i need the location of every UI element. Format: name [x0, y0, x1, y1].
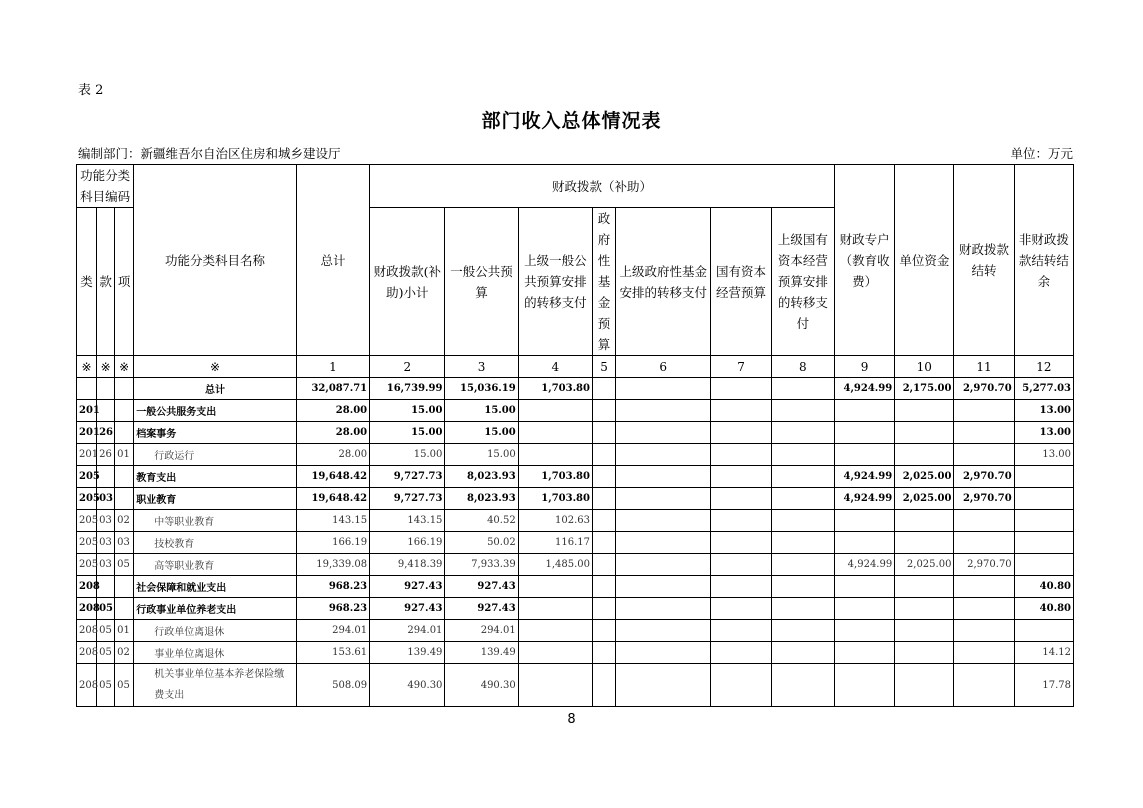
total-cell: 32,087.71	[296, 378, 369, 400]
upper-fund-transfer-cell	[616, 554, 711, 576]
upper-fund-transfer-cell	[616, 664, 711, 707]
gov-fund-cell	[592, 488, 615, 510]
upper-general-transfer-cell: 1,703.80	[518, 378, 592, 400]
header-code-group: 功能分类科目编码	[77, 165, 134, 208]
item-name-cell: 技校教育	[134, 532, 297, 554]
seq-cell: ※	[97, 356, 115, 378]
fiscal-carryover-cell: 2,970.70	[954, 488, 1014, 510]
state-capital-cell	[711, 532, 771, 554]
nonfiscal-carryover-cell	[1014, 554, 1073, 576]
upper-capital-transfer-cell	[771, 598, 834, 620]
upper-general-transfer-cell	[518, 620, 592, 642]
state-capital-cell	[711, 576, 771, 598]
table-row	[77, 466, 1074, 488]
gov-fund-cell	[592, 576, 615, 598]
upper-capital-transfer-cell	[771, 378, 834, 400]
header-c12: 非财政拨款结转结余	[1014, 165, 1073, 356]
code-lei-cell: 201	[77, 422, 97, 444]
table-row	[77, 422, 1074, 444]
state-capital-cell	[711, 664, 771, 707]
upper-capital-transfer-cell	[771, 488, 834, 510]
fiscal-carryover-cell: 2,970.70	[954, 554, 1014, 576]
seq-cell: 7	[711, 356, 771, 378]
code-xiang-cell	[115, 488, 134, 510]
general-budget-cell: 927.43	[445, 598, 518, 620]
nonfiscal-carryover-cell: 13.00	[1014, 444, 1073, 466]
upper-fund-transfer-cell	[616, 510, 711, 532]
upper-general-transfer-cell	[518, 642, 592, 664]
fiscal-carryover-cell	[954, 598, 1014, 620]
upper-capital-transfer-cell	[771, 642, 834, 664]
edu-fee-account-cell: 4,924.99	[834, 378, 894, 400]
state-capital-cell	[711, 488, 771, 510]
unit-fund-cell	[895, 444, 954, 466]
upper-fund-transfer-cell	[616, 576, 711, 598]
fiscal-subtotal-cell: 15.00	[370, 422, 445, 444]
code-lei-cell: 201	[77, 400, 97, 422]
code-kuan-cell: 26	[97, 444, 115, 466]
code-lei-cell: 208	[77, 642, 97, 664]
upper-general-transfer-cell	[518, 576, 592, 598]
upper-fund-transfer-cell	[616, 378, 711, 400]
gov-fund-cell	[592, 532, 615, 554]
code-kuan-cell: 05	[97, 664, 115, 707]
upper-capital-transfer-cell	[771, 400, 834, 422]
code-kuan-cell: 05	[97, 642, 115, 664]
general-budget-cell: 50.02	[445, 532, 518, 554]
code-lei-cell: 208	[77, 598, 97, 620]
upper-capital-transfer-cell	[771, 510, 834, 532]
table-row	[77, 576, 1074, 598]
code-xiang-cell	[115, 422, 134, 444]
code-xiang-cell: 02	[115, 510, 134, 532]
item-name-cell: 一般公共服务支出	[134, 400, 297, 422]
total-cell: 143.15	[296, 510, 369, 532]
code-xiang-cell: 01	[115, 620, 134, 642]
header-c7: 国有资本经营预算	[711, 208, 771, 356]
header-lei: 类	[77, 208, 97, 356]
code-xiang-cell: 05	[115, 664, 134, 707]
table-row	[77, 488, 1074, 510]
state-capital-cell	[711, 554, 771, 576]
seq-cell: 10	[895, 356, 954, 378]
item-name-cell: 教育支出	[134, 466, 297, 488]
seq-cell: 11	[954, 356, 1014, 378]
total-cell: 508.09	[296, 664, 369, 707]
item-name-cell: 总计	[134, 378, 297, 400]
general-budget-cell: 15,036.19	[445, 378, 518, 400]
code-lei-cell: 205	[77, 488, 97, 510]
state-capital-cell	[711, 598, 771, 620]
upper-capital-transfer-cell	[771, 444, 834, 466]
header-name: 功能分类科目名称	[134, 165, 297, 356]
code-lei-cell: 205	[77, 466, 97, 488]
header-fiscal-group: 财政拨款（补助）	[370, 165, 835, 208]
code-kuan-cell	[97, 378, 115, 400]
general-budget-cell: 15.00	[445, 422, 518, 444]
item-name-cell: 行政事业单位养老支出	[134, 598, 297, 620]
seq-cell: 6	[616, 356, 711, 378]
gov-fund-cell	[592, 444, 615, 466]
nonfiscal-carryover-cell	[1014, 488, 1073, 510]
nonfiscal-carryover-cell: 40.80	[1014, 598, 1073, 620]
upper-capital-transfer-cell	[771, 576, 834, 598]
code-kuan-cell: 05	[97, 598, 115, 620]
code-kuan-cell: 05	[97, 620, 115, 642]
general-budget-cell: 490.30	[445, 664, 518, 707]
general-budget-cell: 139.49	[445, 642, 518, 664]
table-number: 表 2	[78, 83, 104, 98]
edu-fee-account-cell	[834, 422, 894, 444]
item-name-cell: 高等职业教育	[134, 554, 297, 576]
page-title: 部门收入总体情况表	[481, 110, 662, 132]
code-xiang-cell: 03	[115, 532, 134, 554]
code-lei-cell: 205	[77, 510, 97, 532]
fiscal-subtotal-cell: 139.49	[370, 642, 445, 664]
gov-fund-cell	[592, 466, 615, 488]
fiscal-subtotal-cell: 927.43	[370, 598, 445, 620]
header-c2: 财政拨款(补助)小计	[370, 208, 445, 356]
upper-capital-transfer-cell	[771, 554, 834, 576]
gov-fund-cell	[592, 642, 615, 664]
edu-fee-account-cell	[834, 598, 894, 620]
table-row	[77, 598, 1074, 620]
fiscal-subtotal-cell: 16,739.99	[370, 378, 445, 400]
header-xiang: 项	[115, 208, 134, 356]
general-budget-cell: 15.00	[445, 400, 518, 422]
upper-fund-transfer-cell	[616, 642, 711, 664]
unit-fund-cell	[895, 532, 954, 554]
total-cell: 968.23	[296, 576, 369, 598]
header-c5: 政府性基金预算	[592, 208, 615, 356]
upper-general-transfer-cell	[518, 400, 592, 422]
income-table	[76, 164, 1074, 707]
upper-general-transfer-cell: 116.17	[518, 532, 592, 554]
upper-general-transfer-cell: 102.63	[518, 510, 592, 532]
seq-cell: 12	[1014, 356, 1073, 378]
fiscal-carryover-cell	[954, 532, 1014, 554]
upper-capital-transfer-cell	[771, 620, 834, 642]
department-label: 编制部门：新疆维吾尔自治区住房和城乡建设厅	[78, 146, 341, 161]
upper-general-transfer-cell: 1,485.00	[518, 554, 592, 576]
upper-fund-transfer-cell	[616, 532, 711, 554]
total-cell: 19,648.42	[296, 466, 369, 488]
code-xiang-cell	[115, 400, 134, 422]
upper-capital-transfer-cell	[771, 466, 834, 488]
nonfiscal-carryover-cell: 17.78	[1014, 664, 1073, 707]
state-capital-cell	[711, 510, 771, 532]
code-kuan-cell: 03	[97, 488, 115, 510]
upper-general-transfer-cell: 1,703.80	[518, 488, 592, 510]
fiscal-carryover-cell	[954, 422, 1014, 444]
fiscal-carryover-cell: 2,970.70	[954, 466, 1014, 488]
edu-fee-account-cell	[834, 620, 894, 642]
fiscal-subtotal-cell: 143.15	[370, 510, 445, 532]
state-capital-cell	[711, 444, 771, 466]
edu-fee-account-cell: 4,924.99	[834, 488, 894, 510]
code-xiang-cell	[115, 598, 134, 620]
gov-fund-cell	[592, 400, 615, 422]
state-capital-cell	[711, 620, 771, 642]
code-lei-cell: 208	[77, 664, 97, 707]
total-cell: 28.00	[296, 400, 369, 422]
edu-fee-account-cell	[834, 400, 894, 422]
table-row	[77, 642, 1074, 664]
nonfiscal-carryover-cell	[1014, 620, 1073, 642]
unit-fund-cell	[895, 510, 954, 532]
upper-general-transfer-cell	[518, 422, 592, 444]
unit-fund-cell	[895, 400, 954, 422]
state-capital-cell	[711, 400, 771, 422]
fiscal-carryover-cell	[954, 576, 1014, 598]
seq-cell: ※	[115, 356, 134, 378]
upper-fund-transfer-cell	[616, 444, 711, 466]
gov-fund-cell	[592, 422, 615, 444]
seq-cell: 9	[834, 356, 894, 378]
code-lei-cell: 205	[77, 532, 97, 554]
unit-label: 单位：万元	[1010, 146, 1073, 161]
general-budget-cell: 927.43	[445, 576, 518, 598]
item-name-cell: 事业单位离退休	[134, 642, 297, 664]
table-row	[77, 444, 1074, 466]
table-row	[77, 664, 1074, 707]
upper-general-transfer-cell	[518, 444, 592, 466]
gov-fund-cell	[592, 664, 615, 707]
code-lei-cell: 208	[77, 576, 97, 598]
table-row	[77, 532, 1074, 554]
unit-fund-cell	[895, 620, 954, 642]
code-lei-cell: 208	[77, 620, 97, 642]
general-budget-cell: 40.52	[445, 510, 518, 532]
unit-fund-cell: 2,175.00	[895, 378, 954, 400]
seq-cell: 2	[370, 356, 445, 378]
nonfiscal-carryover-cell	[1014, 532, 1073, 554]
unit-fund-cell	[895, 576, 954, 598]
unit-fund-cell	[895, 664, 954, 707]
header-c3: 一般公共预算	[445, 208, 518, 356]
item-name-cell: 社会保障和就业支出	[134, 576, 297, 598]
general-budget-cell: 8,023.93	[445, 488, 518, 510]
general-budget-cell: 15.00	[445, 444, 518, 466]
seq-cell: 8	[771, 356, 834, 378]
header-c6: 上级政府性基金安排的转移支付	[616, 208, 711, 356]
table-row	[77, 378, 1074, 400]
edu-fee-account-cell: 4,924.99	[834, 554, 894, 576]
fiscal-carryover-cell	[954, 400, 1014, 422]
fiscal-subtotal-cell: 15.00	[370, 444, 445, 466]
gov-fund-cell	[592, 598, 615, 620]
total-cell: 28.00	[296, 444, 369, 466]
upper-fund-transfer-cell	[616, 422, 711, 444]
fiscal-subtotal-cell: 9,727.73	[370, 488, 445, 510]
fiscal-subtotal-cell: 9,418.39	[370, 554, 445, 576]
general-budget-cell: 7,933.39	[445, 554, 518, 576]
upper-fund-transfer-cell	[616, 400, 711, 422]
total-cell: 968.23	[296, 598, 369, 620]
fiscal-carryover-cell	[954, 664, 1014, 707]
edu-fee-account-cell	[834, 664, 894, 707]
general-budget-cell: 8,023.93	[445, 466, 518, 488]
fiscal-subtotal-cell: 927.43	[370, 576, 445, 598]
fiscal-subtotal-cell: 15.00	[370, 400, 445, 422]
unit-fund-cell	[895, 598, 954, 620]
seq-cell: ※	[134, 356, 297, 378]
total-cell: 294.01	[296, 620, 369, 642]
header-c10: 单位资金	[895, 165, 954, 356]
seq-cell: 5	[592, 356, 615, 378]
item-name-cell: 行政运行	[134, 444, 297, 466]
header-total: 总计	[296, 165, 369, 356]
nonfiscal-carryover-cell: 14.12	[1014, 642, 1073, 664]
unit-fund-cell: 2,025.00	[895, 466, 954, 488]
total-cell: 19,339.08	[296, 554, 369, 576]
seq-cell: ※	[77, 356, 97, 378]
nonfiscal-carryover-cell: 5,277.03	[1014, 378, 1073, 400]
header-kuan: 款	[97, 208, 115, 356]
table-row	[77, 620, 1074, 642]
code-xiang-cell	[115, 466, 134, 488]
edu-fee-account-cell	[834, 642, 894, 664]
header-c11: 财政拨款结转	[954, 165, 1014, 356]
unit-fund-cell: 2,025.00	[895, 488, 954, 510]
code-kuan-cell: 03	[97, 554, 115, 576]
upper-general-transfer-cell: 1,703.80	[518, 466, 592, 488]
state-capital-cell	[711, 422, 771, 444]
header-c9: 财政专户（教育收费）	[834, 165, 894, 356]
upper-fund-transfer-cell	[616, 598, 711, 620]
fiscal-subtotal-cell: 9,727.73	[370, 466, 445, 488]
upper-capital-transfer-cell	[771, 422, 834, 444]
unit-fund-cell: 2,025.00	[895, 554, 954, 576]
item-name-cell: 机关事业单位基本养老保险缴费支出	[134, 664, 297, 707]
nonfiscal-carryover-cell	[1014, 466, 1073, 488]
code-lei-cell: 201	[77, 444, 97, 466]
code-lei-cell	[77, 378, 97, 400]
seq-cell: 3	[445, 356, 518, 378]
nonfiscal-carryover-cell: 13.00	[1014, 400, 1073, 422]
code-kuan-cell: 03	[97, 532, 115, 554]
upper-capital-transfer-cell	[771, 664, 834, 707]
nonfiscal-carryover-cell	[1014, 510, 1073, 532]
gov-fund-cell	[592, 378, 615, 400]
code-kuan-cell: 03	[97, 510, 115, 532]
code-kuan-cell: 26	[97, 422, 115, 444]
edu-fee-account-cell	[834, 510, 894, 532]
item-name-cell: 职业教育	[134, 488, 297, 510]
fiscal-subtotal-cell: 166.19	[370, 532, 445, 554]
nonfiscal-carryover-cell: 40.80	[1014, 576, 1073, 598]
fiscal-subtotal-cell: 490.30	[370, 664, 445, 707]
seq-cell: 1	[296, 356, 369, 378]
fiscal-carryover-cell	[954, 642, 1014, 664]
general-budget-cell: 294.01	[445, 620, 518, 642]
header-c8: 上级国有资本经营预算安排的转移支付	[771, 208, 834, 356]
total-cell: 28.00	[296, 422, 369, 444]
upper-fund-transfer-cell	[616, 620, 711, 642]
code-xiang-cell: 05	[115, 554, 134, 576]
edu-fee-account-cell	[834, 532, 894, 554]
item-name-cell: 中等职业教育	[134, 510, 297, 532]
state-capital-cell	[711, 642, 771, 664]
state-capital-cell	[711, 466, 771, 488]
gov-fund-cell	[592, 620, 615, 642]
table-row	[77, 400, 1074, 422]
page-number: 8	[567, 712, 576, 727]
upper-fund-transfer-cell	[616, 466, 711, 488]
unit-fund-cell	[895, 422, 954, 444]
total-cell: 19,648.42	[296, 488, 369, 510]
upper-general-transfer-cell	[518, 598, 592, 620]
upper-general-transfer-cell	[518, 664, 592, 707]
upper-capital-transfer-cell	[771, 532, 834, 554]
seq-cell: 4	[518, 356, 592, 378]
code-xiang-cell: 02	[115, 642, 134, 664]
gov-fund-cell	[592, 510, 615, 532]
item-name-cell: 行政单位离退休	[134, 620, 297, 642]
fiscal-carryover-cell	[954, 510, 1014, 532]
upper-fund-transfer-cell	[616, 488, 711, 510]
sequence-row	[77, 356, 1074, 378]
table-row	[77, 554, 1074, 576]
header-c4: 上级一般公共预算安排的转移支付	[518, 208, 592, 356]
edu-fee-account-cell	[834, 576, 894, 598]
total-cell: 166.19	[296, 532, 369, 554]
fiscal-carryover-cell: 2,970.70	[954, 378, 1014, 400]
code-lei-cell: 205	[77, 554, 97, 576]
table-row	[77, 510, 1074, 532]
code-xiang-cell	[115, 378, 134, 400]
fiscal-carryover-cell	[954, 620, 1014, 642]
state-capital-cell	[711, 378, 771, 400]
item-name-cell: 档案事务	[134, 422, 297, 444]
total-cell: 153.61	[296, 642, 369, 664]
edu-fee-account-cell: 4,924.99	[834, 466, 894, 488]
fiscal-carryover-cell	[954, 444, 1014, 466]
code-xiang-cell	[115, 576, 134, 598]
unit-fund-cell	[895, 642, 954, 664]
gov-fund-cell	[592, 554, 615, 576]
edu-fee-account-cell	[834, 444, 894, 466]
code-xiang-cell: 01	[115, 444, 134, 466]
nonfiscal-carryover-cell: 13.00	[1014, 422, 1073, 444]
fiscal-subtotal-cell: 294.01	[370, 620, 445, 642]
